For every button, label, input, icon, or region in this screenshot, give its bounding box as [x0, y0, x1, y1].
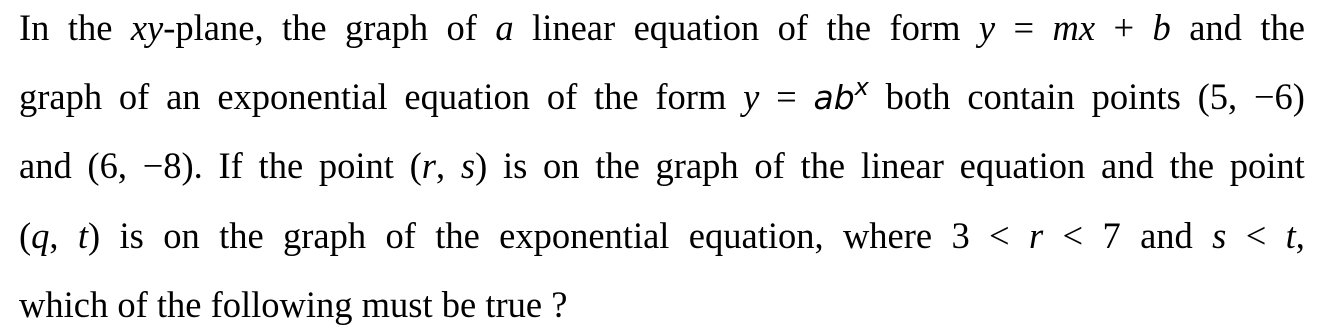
question-line-5: which of the following must be true ? [19, 284, 568, 325]
question-line-1: In the xy-plane, the graph of a linear equation of the form y = mx + b and the [19, 7, 1305, 48]
question-line-4: (q, t) is on the graph of the exponential equation, where 3 < r < 7 and s < t, [19, 215, 1305, 256]
question-line-2: graph of an exponential equation of the form y = $ab^x$ both contain points (5, −6) [19, 73, 1305, 117]
question-line-3: and (6, −8). If the point (r, s) is on the graph of the linear equation and the point [19, 145, 1305, 186]
